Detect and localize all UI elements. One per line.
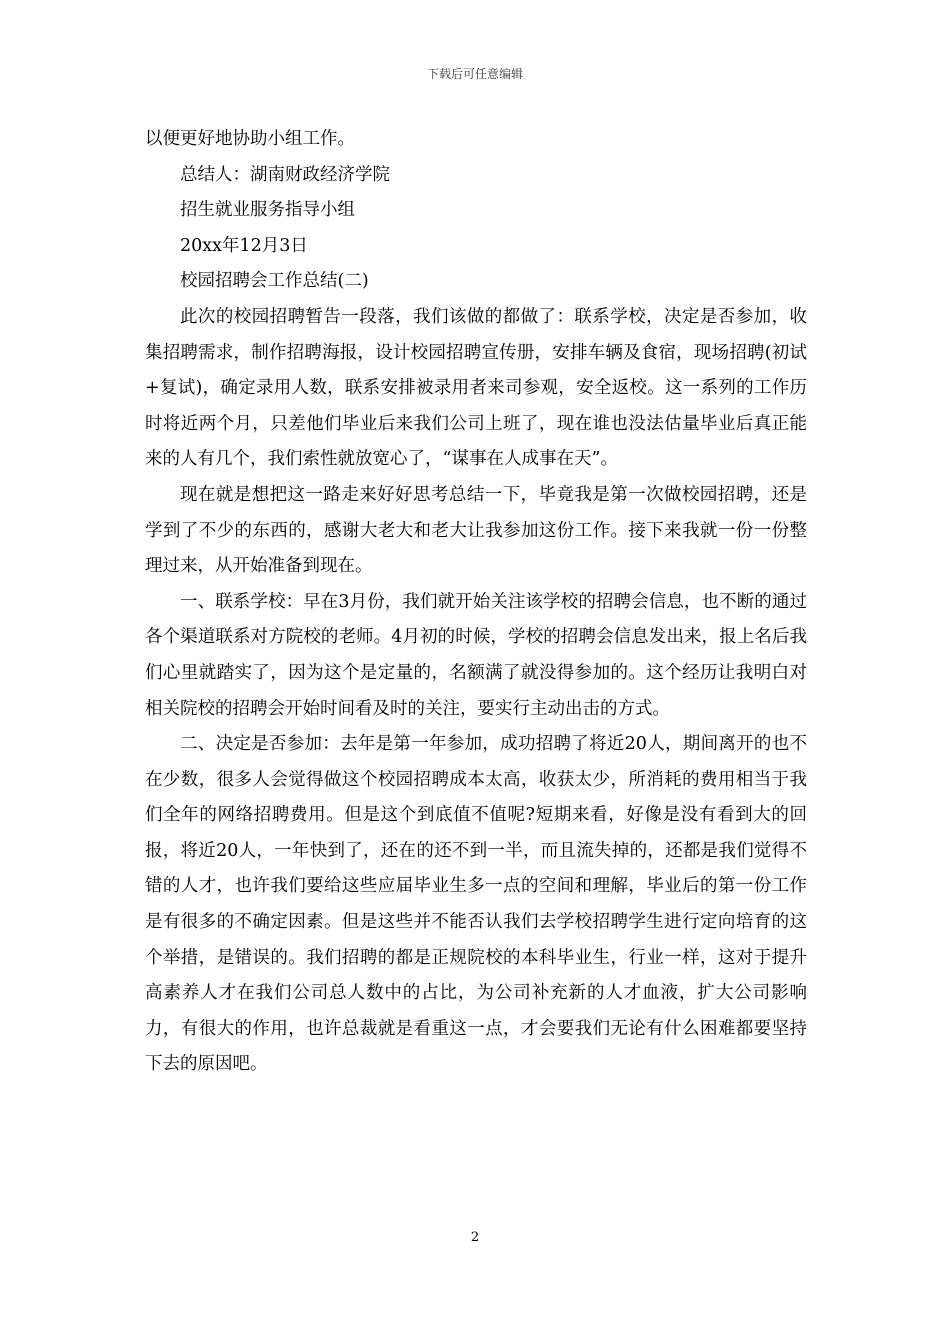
section-title: 校园招聘会工作总结(二): [180, 271, 369, 292]
author-line: 总结人：湖南财政经济学院: [180, 164, 390, 185]
date-line: 20xx年12月3日: [180, 235, 308, 256]
document-body: [145, 122, 807, 1083]
page-header: 下载后可任意编辑: [426, 67, 523, 81]
paragraph: 此次的校园招聘暂告一段落，我们该做的都做了：联系学校，决定是否参加，收集招聘需求，制作招聘海报，设计校园招聘宣传册，安排车辆及食宿，现场招聘(初试+复试)，确定录用人数，联系安排被录用者来司参观，安全返校。这一系列的工作历时将近两个月，只差他们毕业后来我们公司上班了，现在谁也没法估量毕业后真正能来的人有几个，我们索性就放宽心了，“谋事在人成事在天”。: [145, 306, 807, 470]
paragraph-continuation: 以便更好地协助小组工作。: [145, 129, 355, 149]
author-group-line: 招生就业服务指导小组: [180, 200, 355, 221]
paragraph: 二、决定是否参加：去年是第一年参加，成功招聘了将近20人，期间离开的也不在少数，很多人会觉得做这个校园招聘成本太高，收获太少，所消耗的费用相当于我们全年的网络招聘费用。但是这个到底值不值呢?短期来看，好像是没有看到大的回报，将近20人，一年快到了，还在的还不到一半，而且流失掉的，还都是我们觉得不错的人才，也许我们要给这些应届毕业生多一点的空间和理解，毕业后的第一份工作是有很多的不确定因素。但是这些并不能否认我们去学校招聘学生进行定向培育的这个举措，是错误的。我们招聘的都是正规院校的本科毕业生，行业一样，这对于提升高素养人才在我们公司总人数中的占比，为公司补充新的人才血液，扩大公司影响力，有很大的作用，也许总裁就是看重这一点，才会要我们无论有什么困难都要坚持下去的原因吧。: [145, 734, 807, 1075]
page-number: 2: [470, 1230, 480, 1245]
paragraph: 现在就是想把这一路走来好好思考总结一下，毕竟我是第一次做校园招聘，还是学到了不少的东西的，感谢大老大和老大让我参加这份工作。接下来我就一份一份整理过来，从开始准备到现在。: [145, 484, 807, 577]
paragraph: 一、联系学校：早在3月份，我们就开始关注该学校的招聘会信息，也不断的通过各个渠道联系对方院校的老师。4月初的时候，学校的招聘会信息发出来，报上名后我们心里就踏实了，因为这个是定量的，名额满了就没得参加的。这个经历让我明白对相关院校的招聘会开始时间看及时的关注，要实行主动出击的方式。: [145, 591, 807, 719]
